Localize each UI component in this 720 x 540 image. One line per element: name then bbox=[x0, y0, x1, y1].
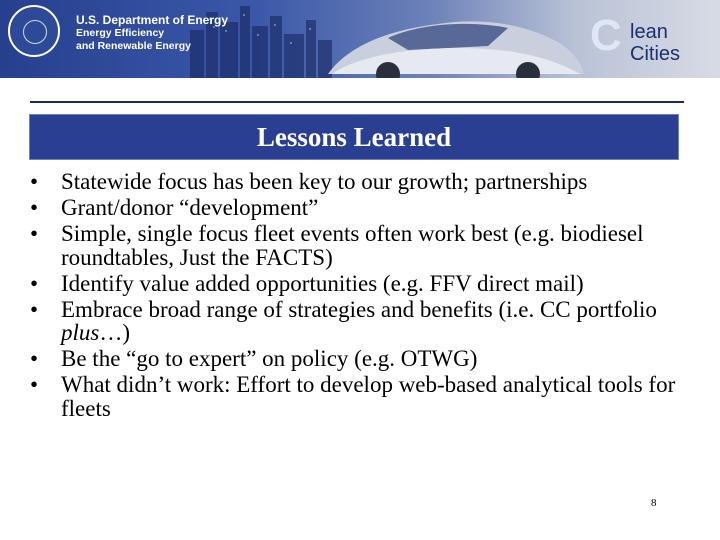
bullet-item bbox=[30, 196, 690, 220]
bullet-text: Identify value added opportunities (e.g. FFV direct mail) bbox=[61, 270, 584, 296]
slide-title: Lessons Learned bbox=[256, 121, 452, 152]
agency-name: U.S. Department of Energy bbox=[76, 13, 229, 27]
header-divider bbox=[30, 101, 684, 103]
bullet-text: Embrace broad range of strategies and benefits (i.e. CC portfolio bbox=[61, 296, 657, 322]
office-name-line2: and Renewable Energy bbox=[76, 40, 191, 52]
bullet-text: Be the “go to expert” on policy (e.g. OTWG) bbox=[61, 346, 478, 372]
bullet-text: Simple, single focus fleet events often work best (e.g. biodiesel roundtables, Just the FACTS) bbox=[61, 220, 644, 270]
bullet-suffix: …) bbox=[99, 320, 131, 346]
bullet-text: What didn’t work: Effort to develop web-based analytical tools for fleets bbox=[61, 372, 676, 421]
bullet-text: Statewide focus has been key to our growth; partnerships bbox=[61, 169, 588, 194]
bullet-item bbox=[30, 272, 690, 296]
bullet-item bbox=[30, 170, 690, 194]
logo-word-cities: Cities bbox=[630, 43, 681, 65]
clean-cities-logo bbox=[590, 10, 700, 72]
bullet-item bbox=[30, 222, 690, 269]
page-number: 8 bbox=[651, 497, 657, 509]
bullet-list bbox=[30, 170, 690, 423]
doe-wordmark bbox=[76, 14, 228, 53]
office-name-line1: Energy Efficiency bbox=[76, 27, 165, 39]
car-photo-image bbox=[318, 0, 588, 78]
bullet-item bbox=[30, 298, 690, 345]
logo-word-lean: lean bbox=[630, 21, 668, 43]
bullet-emphasis: plus bbox=[61, 320, 100, 346]
bullet-item bbox=[30, 347, 690, 371]
logo-initial: C bbox=[590, 11, 622, 60]
doe-seal-logo bbox=[8, 5, 60, 57]
title-bar bbox=[29, 114, 679, 160]
bullet-text: Grant/donor “development” bbox=[61, 194, 319, 220]
header-banner bbox=[0, 0, 720, 78]
bullet-item bbox=[30, 373, 690, 420]
